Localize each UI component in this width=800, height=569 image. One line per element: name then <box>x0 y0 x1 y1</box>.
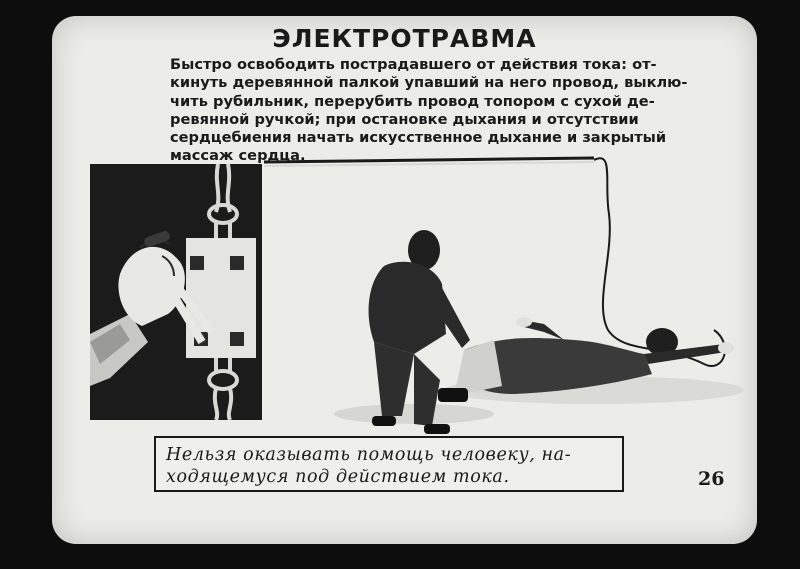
knife-switch-drawing <box>90 164 262 420</box>
paragraph-line: сердцебиения начать искусственное дыхание и закрытый <box>170 129 667 147</box>
paragraph-line: Быстро освободить пострадавшего от действия тока: от- <box>170 56 657 73</box>
warning-line: ходящемуся под действием тока. <box>166 467 510 487</box>
page-number: 26 <box>698 468 725 490</box>
slide-title: ЭЛЕКТРОТРАВМА <box>272 24 537 53</box>
paragraph-line: массаж сердца. <box>170 147 306 165</box>
rescue-scene-drawing <box>264 154 754 444</box>
paragraph-line: чить рубильник, перерубить провод топором с сухой де- <box>170 92 655 110</box>
paragraph-line: кинуть деревянной палкой упавший на него провод, выклю- <box>170 74 688 92</box>
warning-box <box>154 436 624 492</box>
knife-switch-illustration <box>90 164 262 420</box>
slide <box>52 16 757 544</box>
paragraph-line: ревянной ручкой; при остановке дыхания и отсутствии <box>170 110 639 128</box>
rescue-scene-illustration <box>264 154 754 444</box>
instruction-paragraph <box>170 56 688 166</box>
warning-line: Нельзя оказывать помощь человеку, на- <box>166 445 572 465</box>
